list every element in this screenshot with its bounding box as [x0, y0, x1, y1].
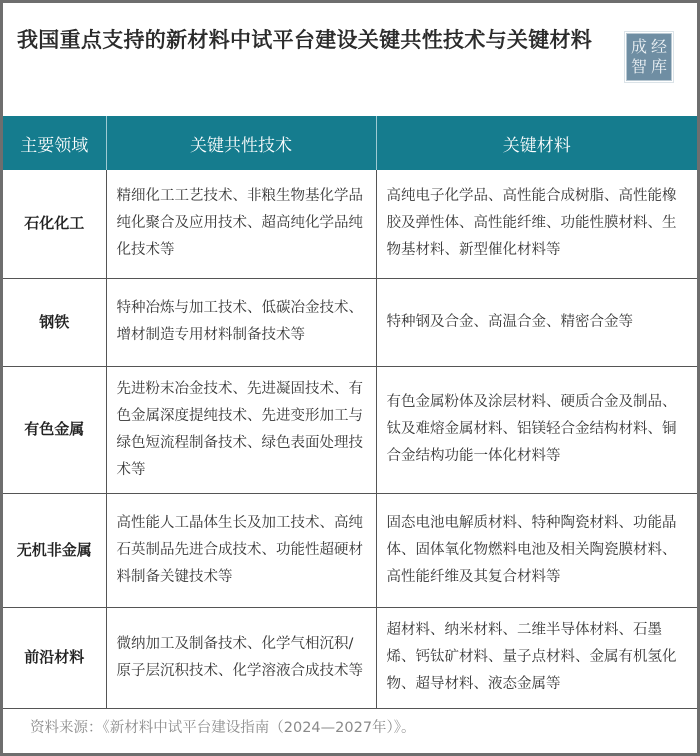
tech-cell: 特种冶炼与加工技术、低碳冶金技术、增材制造专用材料制备技术等 — [106, 278, 376, 366]
table-row — [3, 278, 697, 366]
header-materials: 关键材料 — [376, 116, 697, 170]
seal-char: 经 — [650, 37, 667, 56]
tech-cell: 先进粉末冶金技术、先进凝固技术、有色金属深度提纯技术、先进变形加工与绿色短流程制备技术、绿色表面处理技术等 — [106, 366, 376, 493]
domain-cell: 石化化工 — [3, 170, 106, 278]
materials-cell: 超材料、纳米材料、二维半导体材料、石墨烯、钙钛矿材料、量子点材料、金属有机氢化物、超导材料、液态金属等 — [376, 607, 697, 708]
table-row — [3, 493, 697, 607]
tech-cell: 微纳加工及制备技术、化学气相沉积/原子层沉积技术、化学溶液合成技术等 — [106, 607, 376, 708]
tech-cell: 高性能人工晶体生长及加工技术、高纯石英制品先进合成技术、功能性超硬材料制备关键技术等 — [106, 493, 376, 607]
table-row — [3, 170, 697, 278]
materials-cell: 固态电池电解质材料、特种陶瓷材料、功能晶体、固体氧化物燃料电池及相关陶瓷膜材料、高性能纤维及其复合材料等 — [376, 493, 697, 607]
seal-char: 智 — [630, 57, 647, 76]
domain-cell: 钢铁 — [3, 278, 106, 366]
materials-cell: 有色金属粉体及涂层材料、硬质合金及制品、钛及难熔金属材料、铝镁轻合金结构材料、铜合金结构功能一体化材料等 — [376, 366, 697, 493]
seal-char: 库 — [650, 57, 667, 76]
tech-cell: 精细化工工艺技术、非粮生物基化学品纯化聚合及应用技术、超高纯化学品纯化技术等 — [106, 170, 376, 278]
page-title: 我国重点支持的新材料中试平台建设关键共性技术与关键材料 — [17, 28, 593, 52]
table-row — [3, 607, 697, 708]
materials-cell: 高纯电子化学品、高性能合成树脂、高性能橡胶及弹性体、高性能纤维、功能性膜材料、生物基材料、新型催化材料等 — [376, 170, 697, 278]
domain-cell: 无机非金属 — [3, 493, 106, 607]
source-note: 资料来源：《新材料中试平台建设指南（2024—2027年）》。 — [30, 720, 416, 736]
domain-cell: 有色金属 — [3, 366, 106, 493]
header-tech: 关键共性技术 — [106, 116, 376, 170]
domain-cell: 前沿材料 — [3, 607, 106, 708]
seal-char: 成 — [630, 37, 647, 56]
materials-cell: 特种钢及合金、高温合金、精密合金等 — [376, 278, 697, 366]
publisher-seal-logo — [626, 33, 672, 81]
header-domain: 主要领域 — [3, 116, 106, 170]
table-row — [3, 366, 697, 493]
table-header-row — [3, 116, 697, 170]
materials-table — [3, 116, 697, 709]
